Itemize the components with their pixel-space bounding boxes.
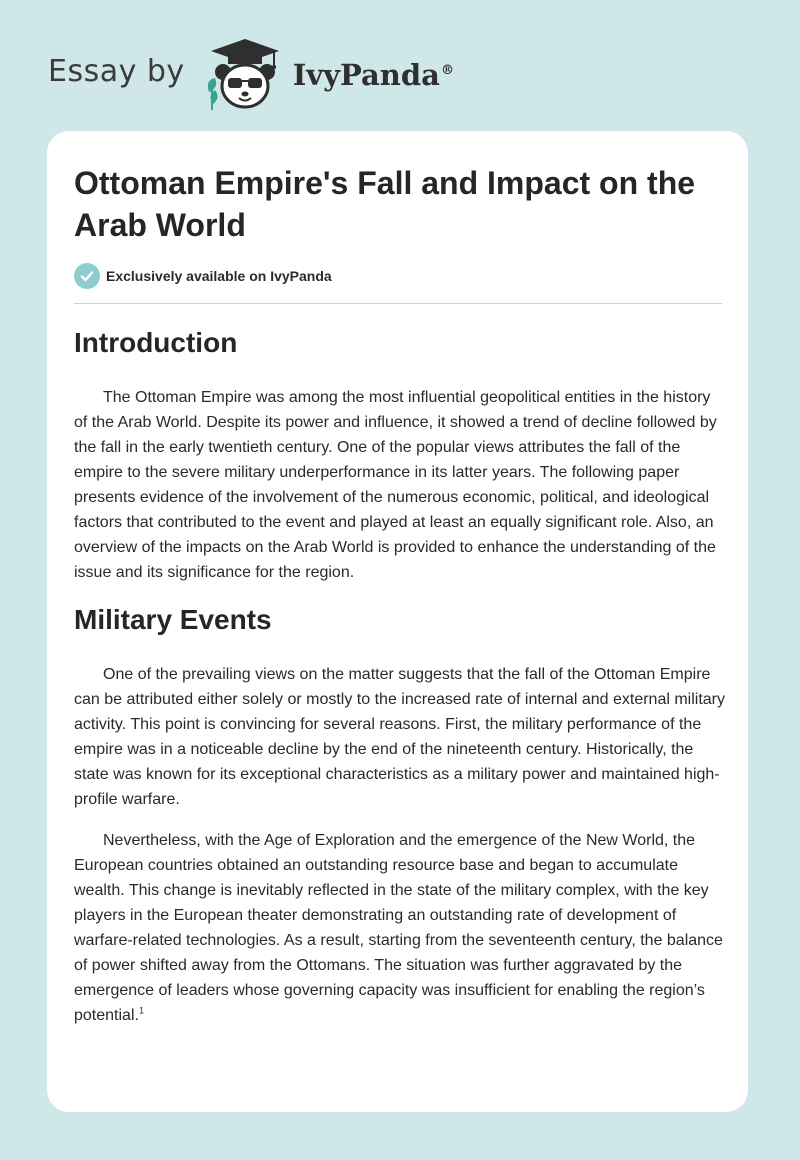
paragraph-introduction: The Ottoman Empire was among the most influential geopolitical entities in the history of the Arab World. Despite its power and influence, it showed a trend of decline followed by the fall in the early twentieth century. One of the popular views attributes the fall of the empire to the severe military underperformance in its latter years. The following paper presents evidence of the involvement of the numerous economic, political, and ideological factors that contributed to the event and played at least an equally significant role. Also, an overview of the impacts on the Arab World is provided to enhance the understanding of the issue and its significance for the region. [74, 389, 717, 581]
brand-prefix: Essay by [48, 53, 185, 89]
site-header [48, 34, 454, 114]
section-heading-military-events: Military Events [74, 604, 272, 635]
paragraph-military-2 [74, 828, 726, 1028]
footnote-marker[interactable]: 1 [138, 1005, 144, 1016]
paragraph-military-2-text: Nevertheless, with the Age of Exploration and the emergence of the New World, the European countries obtained an outstanding resource base and began to accumulate wealth. This change is inevitably reflected in the state of the military complex, with the key players in the European theater demonstrating an outstanding rate of development of warfare-related technologies. As a result, starting from the seventeenth century, the balance of power shifted away from the Ottomans. The situation was further aggravated by the emergence of leaders whose governing capacity was insufficient for enabling the region’s potential. [74, 832, 723, 1024]
essay-card [47, 131, 748, 1112]
divider [74, 303, 722, 304]
section-heading-introduction: Introduction [74, 327, 238, 358]
exclusive-badge [74, 263, 332, 289]
page-title: Ottoman Empire's Fall and Impact on the Arab World [74, 165, 696, 243]
registered-mark: ® [440, 63, 454, 79]
paragraph-military-1: One of the prevailing views on the matter suggests that the fall of the Ottoman Empire can be attributed either solely or mostly to the increased rate of internal and external military activity. This point is convincing for several reasons. First, the military performance of the empire was in a noticeable decline by the end of the nineteenth century. Historically, the state was known for its exceptional characteristics as a military power and maintained high-profile warfare. [74, 666, 725, 808]
brand-name[interactable] [293, 58, 454, 92]
brand-name-text: IvyPanda [292, 58, 440, 92]
check-circle-icon [74, 263, 100, 289]
panda-graduate-logo-icon[interactable] [203, 34, 287, 114]
exclusive-badge-text: Exclusively available on IvyPanda [106, 268, 332, 284]
